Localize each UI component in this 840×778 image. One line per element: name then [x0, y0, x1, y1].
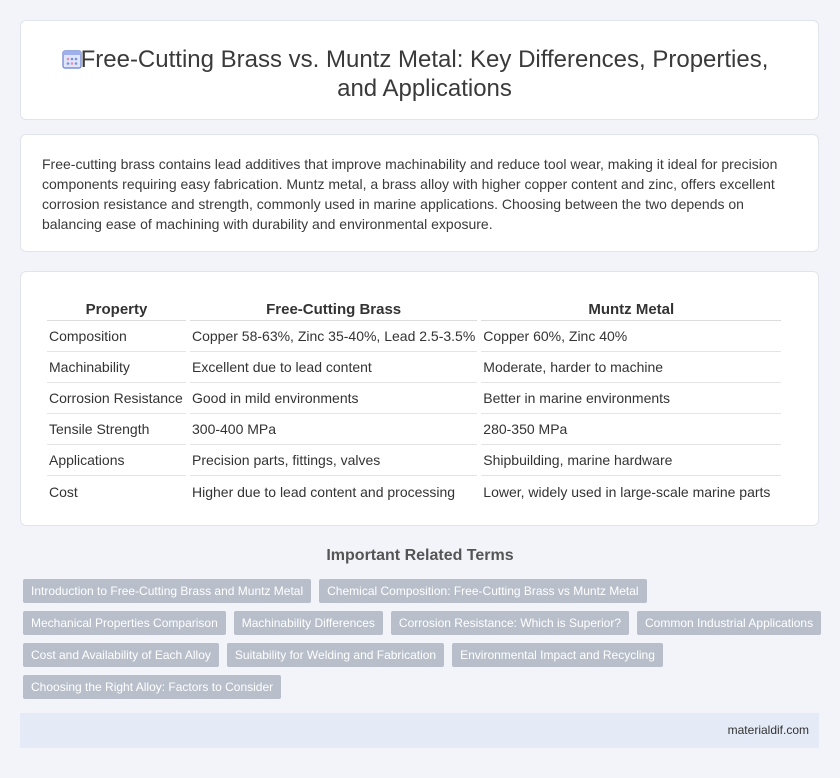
table-row — [47, 414, 781, 445]
related-term-tag[interactable]: Corrosion Resistance: Which is Superior? — [391, 611, 629, 635]
comparison-table-card — [20, 271, 819, 526]
table-row — [47, 476, 781, 507]
related-term-tag[interactable]: Mechanical Properties Comparison — [23, 611, 226, 635]
table-cell: Applications — [47, 445, 186, 476]
table-row — [47, 445, 781, 476]
related-terms-list — [23, 579, 823, 699]
related-term-tag[interactable]: Cost and Availability of Each Alloy — [23, 643, 219, 667]
related-term-tag[interactable]: Common Industrial Applications — [637, 611, 821, 635]
table-cell: 300-400 MPa — [190, 414, 477, 445]
table-cell: 280-350 MPa — [481, 414, 781, 445]
table-row — [47, 383, 781, 414]
page-title: Free-Cutting Brass vs. Muntz Metal: Key Differences, Properties, and Applications — [80, 46, 769, 102]
footer-bar — [20, 713, 819, 748]
footer-site-link[interactable]: materialdif.com — [727, 723, 809, 737]
comparison-table — [43, 295, 785, 507]
related-term-tag[interactable]: Choosing the Right Alloy: Factors to Consider — [23, 675, 281, 699]
table-header-muntz-metal: Muntz Metal — [481, 295, 781, 321]
table-row — [47, 321, 781, 352]
table-cell: Better in marine environments — [481, 383, 781, 414]
table-cell: Precision parts, fittings, valves — [190, 445, 477, 476]
related-term-tag[interactable]: Chemical Composition: Free-Cutting Brass vs Muntz Metal — [319, 579, 646, 603]
related-term-tag[interactable]: Environmental Impact and Recycling — [452, 643, 663, 667]
table-header-row — [47, 295, 781, 321]
table-cell: Machinability — [47, 352, 186, 383]
table-cell: Composition — [47, 321, 186, 352]
page-title-wrap — [61, 45, 788, 103]
table-cell: Corrosion Resistance — [47, 383, 186, 414]
table-cell: Lower, widely used in large-scale marine parts — [483, 483, 771, 500]
intro-card — [20, 134, 819, 252]
related-term-tag[interactable]: Machinability Differences — [234, 611, 383, 635]
related-term-tag[interactable]: Introduction to Free-Cutting Brass and Muntz Metal — [23, 579, 311, 603]
table-cell: Tensile Strength — [47, 414, 186, 445]
table-cell: Cost — [49, 483, 78, 500]
table-cell: Good in mild environments — [190, 383, 477, 414]
title-card — [20, 20, 819, 120]
table-cell: Shipbuilding, marine hardware — [481, 445, 781, 476]
table-cell: Higher due to lead content and processing — [192, 483, 456, 500]
table-cell: Copper 58-63%, Zinc 35-40%, Lead 2.5-3.5% — [190, 321, 477, 352]
related-terms-heading: Important Related Terms — [326, 547, 514, 564]
table-cell: Moderate, harder to machine — [481, 352, 781, 383]
table-header-free-cutting-brass: Free-Cutting Brass — [190, 295, 477, 321]
table-cell: Excellent due to lead content — [190, 352, 477, 383]
table-header-property: Property — [47, 295, 186, 321]
table-row — [47, 352, 781, 383]
intro-paragraph: Free-cutting brass contains lead additives that improve machinability and reduce tool wear, making it ideal for precision components requiring easy fabrication. Muntz metal, a brass alloy with higher copper content and zinc, offers excellent corrosion resistance and strength, commonly used in marine applications. Choosing between the two depends on balancing ease of machining with durability and environmental exposure. — [42, 156, 778, 232]
related-term-tag[interactable]: Suitability for Welding and Fabrication — [227, 643, 444, 667]
table-cell: Copper 60%, Zinc 40% — [481, 321, 781, 352]
